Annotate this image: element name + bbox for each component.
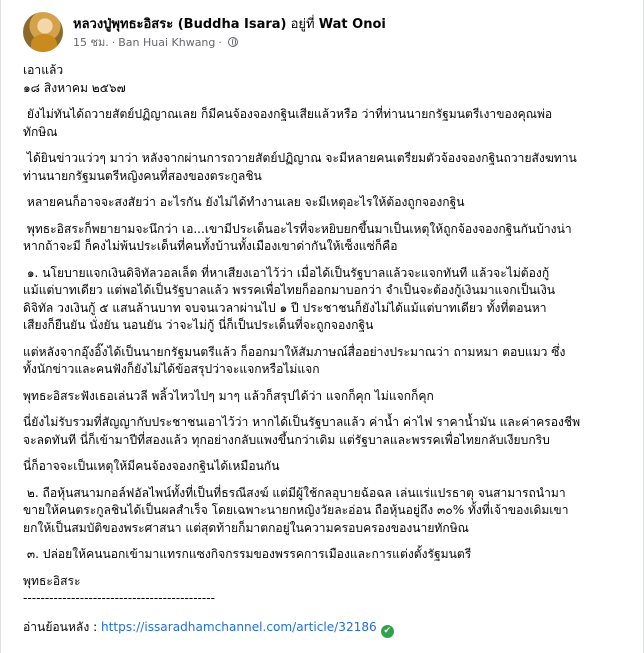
post-paragraph: เอาแล้ว [23, 63, 64, 77]
post-paragraph: ๓. ปล่อยให้คนนอกเข้ามาแทรกแซงกิจกรรมของพรรคการเมืองและการแต่งตั้งรัฐมนตรี [23, 547, 472, 561]
post-paragraph: นี่ก็อาจจะเป็นเหตุให้มีคนจ้องจองกฐินได้เหมือนกัน [23, 459, 280, 473]
post-time[interactable]: 15 ชม. [73, 36, 109, 49]
post-paragraph: ยังไม่ทันได้ถวายสัตย์ปฏิญาณเลย ก็มีคนจ้องจองกฐินเสียแล้วหรือ ว่าที่ท่านนายกรัฐมนตรีเงาของคุณพ่อ ทักษิณ [23, 107, 553, 139]
globe-icon[interactable] [228, 37, 238, 47]
post-body [23, 62, 633, 638]
post-paragraph: หลายคนก็อาจจะสงสัยว่า อะไรกัน ยังไม่ได้ทำงานเลย จะมีเหตุอะไรให้ต้องถูกจองกฐิน [23, 195, 465, 209]
post-paragraph: ได้ยินข่าวแว่วๆ มาว่า หลังจากผ่านการถวายสัตย์ปฏิญาณ จะมีหลายคนเตรียมตัวจ้องจองกฐินถวายสังฆทาน ท่านนายกรัฐมนตรีหญิงคนที่สองของตระกูลชิน [23, 151, 577, 183]
meta-separator: · [218, 35, 222, 49]
post-divider: -------------------------------------------- [23, 591, 216, 605]
post-location[interactable]: Ban Huai Khwang [118, 35, 216, 49]
author-name[interactable]: หลวงปู่พุทธะอิสระ (Buddha Isara) [73, 17, 287, 32]
readmore-line [23, 619, 633, 638]
post-paragraph: ๑. นโยบายแจกเงินดิจิทัลวอลเล็ต ที่หาเสียงเอาไว้ว่า เมื่อได้เป็นรัฐบาลแล้วจะแจกทันที แล้วจะไม่ต้องกู้ แม้แต่บาทเดียว แต่พอได้เป็นรัฐบาลแล้ว พรรคเพื่อไทยก็ออกมาบอกว่า จำเป็นจะต้องกู้เงินมาแจกเป็นเงิน ดิจิทัล วงเงินกู้ ๕ แสนล้านบาท จบจนเวลาผ่านไป ๑ ปี ประชาชนก็ยังไม่ได้แม้แต่บาทเดียว ทั้งที่ตอนหา เสียงก็ยืนยัน นั่งยัน นอนยัน ว่าจะไม่กู้ นี่ก็เป็นประเด็นที่จะถูกจองกฐิน [23, 265, 556, 332]
place-name[interactable]: Wat Onoi [318, 17, 386, 32]
readmore-label: อ่านย้อนหลัง : [23, 619, 101, 634]
readmore-link[interactable]: https://issaradhamchannel.com/article/32186 [101, 619, 377, 634]
post-paragraph: พุทธะอิสระฟังเธอเล่นวลี พลิ้วไหวไปๆ มาๆ แล้วก็สรุปได้ว่า แจกก็คุก ไม่แจกก็คุก [23, 388, 434, 403]
check-icon: ✔ [381, 625, 394, 638]
post-paragraph: ๒. ถือหุ้นสนามกอล์ฟอัลไพน์ทั้งที่เป็นที่ธรณีสงฆ์ แต่มีผู้ใช้กลอุบายฉ้อฉล เล่นแร่แปรธาตุ จนสามารถนำมา ขายให้คนตระกูลชินได้เป็นผลสำเร็จ โดยเฉพาะนายกหญิงวัยละอ่อน ถือหุ้นอยู่ถึง ๓๐% ทั้งที่เจ้าของเดิมเขา ยกให้เป็นสมบัติของพระศาสนา แต่สุดท้ายก็มาตกอยู่ในความครอบครองของนายทักษิณ [23, 485, 569, 535]
post-paragraph: แต่หลังจากอุ๊งอิ๊งได้เป็นนายกรัฐมนตรีแล้ว ก็ออกมาให้สัมภาษณ์สื่ออย่างประมาณว่า ถามหมา ตอบแมว ซึ่ง ทั้งนักข่าวและคนฟังก็ยังไม่ได้ข้อสรุปว่าจะแจกหรือไม่แจก [23, 344, 566, 376]
post-paragraph: พุทธะอิสระก็พยายามจะนึกว่า เอ...เขามีประเด็นอะไรที่จะหยิบยกขึ้นมาเป็นเหตุให้ถูกจ้องจองกฐินกันบ้างน่า หากถ้าจะมี ก็คงไม่พ้นประเด็นที่คนทั้งบ้านทั้งเมืองเขาด่ากันให้เซ็งแซ่ก็คือ [23, 221, 572, 253]
author-avatar[interactable] [23, 12, 63, 52]
author-line [73, 13, 386, 34]
post-date: ๑๘ สิงหาคม ๒๕๖๗ [23, 80, 126, 95]
post-meta [73, 33, 238, 51]
post-signature: พุทธะอิสระ [23, 573, 81, 588]
at-text: อยู่ที่ [290, 17, 315, 32]
post-header [23, 12, 623, 56]
meta-separator: · [111, 35, 116, 49]
post-paragraph: นี่ยังไม่รับรวมที่สัญญากับประชาชนเอาไว้ว่า หากได้เป็นรัฐบาลแล้ว ค่าน้ำ ค่าไฟ ราคาน้ำมัน และค่าครองชีพ จะลดทันที นี่ก็เข้ามาปีที่สองแล้ว ทุกอย่างกลับแพงขึ้นกว่าเดิม แต่รัฐบาลและพรรคเพื่อไทยกลับเงียบกริบ [23, 415, 581, 447]
